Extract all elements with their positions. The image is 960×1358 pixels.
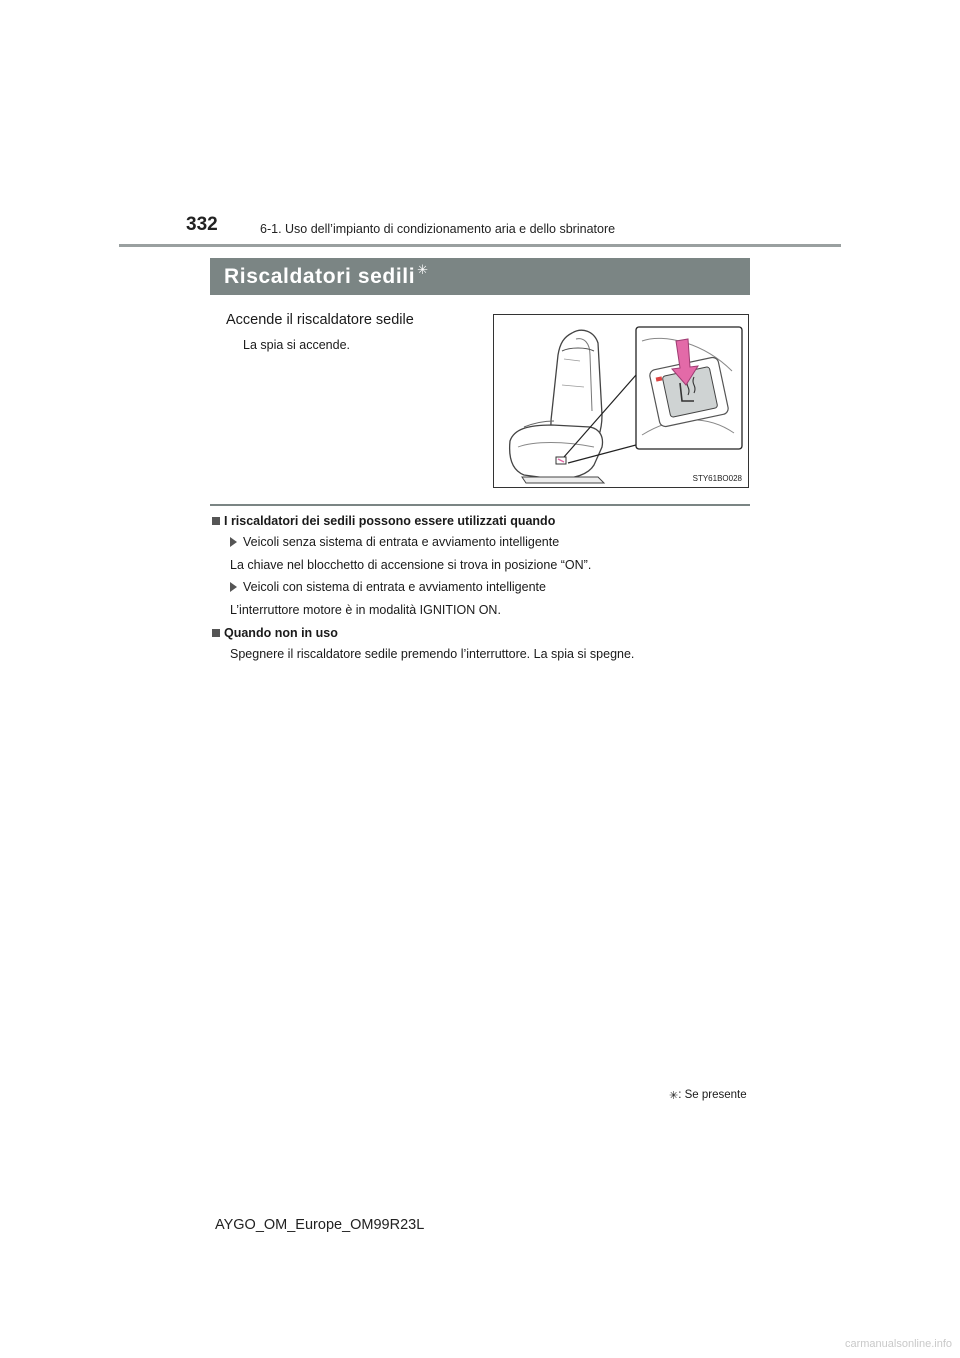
square-bullet-icon bbox=[212, 629, 220, 637]
note-heading-not-in-use bbox=[212, 626, 338, 640]
note-heading-text: Quando non in uso bbox=[224, 626, 338, 640]
document-id: AYGO_OM_Europe_OM99R23L bbox=[215, 1217, 425, 1233]
seat-heater-figure bbox=[493, 314, 749, 488]
header-rule bbox=[119, 244, 841, 247]
note-text: Spegnere il riscaldatore sedile premendo l’interruttore. La spia si spegne. bbox=[230, 647, 635, 661]
footnote-text: : Se presente bbox=[678, 1089, 747, 1101]
seat-heater-switch-illustration bbox=[494, 315, 748, 487]
list-item-label: Veicoli senza sistema di entrata e avviamento intelligente bbox=[243, 535, 560, 549]
square-bullet-icon bbox=[212, 517, 220, 525]
list-item-text: La chiave nel blocchetto di accensione si trova in posizione “ON”. bbox=[230, 558, 592, 572]
list-item-label: Veicoli con sistema di entrata e avviamento intelligente bbox=[243, 580, 546, 594]
title-band bbox=[210, 258, 750, 295]
page-title: Riscaldatori sedili bbox=[224, 264, 416, 288]
intro-subtext: La spia si accende. bbox=[243, 338, 351, 352]
intro-text: Accende il riscaldatore sedile bbox=[226, 312, 414, 328]
optional-marker-icon: ✳ bbox=[669, 1090, 679, 1102]
list-item-text: L’interruttore motore è in modalità IGNITION ON. bbox=[230, 603, 501, 617]
triangle-bullet-icon bbox=[230, 582, 237, 592]
list-item bbox=[230, 580, 546, 594]
footnote bbox=[669, 1089, 747, 1102]
section-header: 6-1. Uso dell’impianto di condizionamento aria e dello sbrinatore bbox=[260, 222, 616, 236]
list-item bbox=[230, 535, 559, 549]
watermark: carmanualsonline.info bbox=[844, 1338, 952, 1350]
optional-marker-icon: ✳ bbox=[417, 261, 429, 277]
note-heading-text: I riscaldatori dei sedili possono essere utilizzati quando bbox=[224, 514, 556, 528]
figure-code: STY61BO028 bbox=[692, 474, 742, 483]
note-heading-usage bbox=[212, 514, 555, 528]
section-divider bbox=[210, 504, 750, 506]
triangle-bullet-icon bbox=[230, 537, 237, 547]
page-number: 332 bbox=[186, 214, 218, 235]
